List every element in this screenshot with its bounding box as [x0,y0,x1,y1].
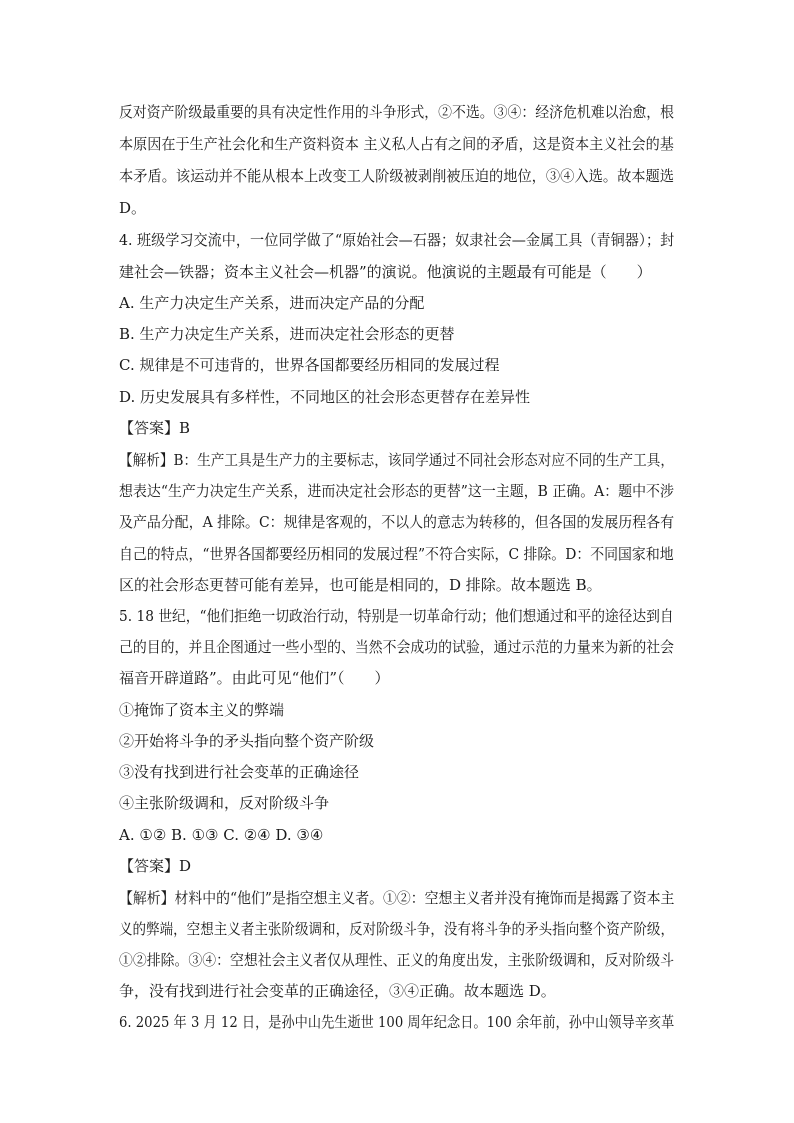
question-5-analysis: 【解析】材料中的“他们”是指空想主义者。①②：空想主义者并没有掩饰而是揭露了资本主 [119,889,675,907]
question-4-option-c: C. 规律是不可违背的，世界各国都要经历相同的发展过程 [119,356,500,374]
question-5-analysis: 争，没有找到进行社会变革的正确途径，③④正确。故本题选 D。 [119,982,556,1000]
text-line: 本矛盾。该运动并不能从根本上改变工人阶级被剥削被压迫的地位，③④入选。故本题选 [119,167,675,185]
question-4-option-d: D. 历史发展具有多样性，不同地区的社会形态更替存在差异性 [119,388,531,406]
question-5-item-1: ①掩饰了资本主义的弊端 [119,701,285,719]
question-4-analysis: 【解析】B：生产工具是生产力的主要标志，该同学通过不同社会形态对应不同的生产工具， [119,451,674,469]
question-5-stem: 5. 18 世纪，“他们拒绝一切政治行动，特别是一切革命行动；他们想通过和平的途径达到自 [119,607,674,625]
question-6-stem: 6. 2025 年 3 月 12 日，是孙中山先生逝世 100 周年纪念日。100 余年前，孙中山领导辛亥革 [119,1013,675,1031]
question-5-options: A. ①② B. ①③ C. ②④ D. ③④ [119,826,324,844]
question-5-stem: 福音开辟道路”。由此可见“他们”（ ） [119,669,390,687]
question-4-option-a: A. 生产力决定生产关系，进而决定产品的分配 [119,294,425,312]
question-5-analysis: 义的弊端，空想主义者主张阶级调和，反对阶级斗争，没有将斗争的矛头指向整个资产阶级， [119,920,674,938]
question-5-item-3: ③没有找到进行社会变革的正确途径 [119,763,360,781]
question-4-analysis: 想表达“生产力决定生产关系，进而决定社会形态的更替”这一主题，B 正确。A：题中不涉 [119,482,674,500]
question-4-stem: 4. 班级学习交流中，一位同学做了“原始社会—石器；奴隶社会—金属工具（青铜器）；封 [119,231,675,249]
question-5-answer: 【答案】D [119,857,192,875]
question-4-analysis: 区的社会形态更替可能有差异，也可能是相同的，D 排除。故本题选 B。 [119,576,602,594]
text-line: D。 [119,199,147,217]
question-4-stem: 建社会—铁器；资本主义社会—机器”的演说。他演说的主题最有可能是（ ） [119,263,652,281]
text-line: 本原因在于生产社会化和生产资料资本 主义私人占有之间的矛盾，这是资本主义社会的基 [119,135,674,153]
question-5-item-4: ④主张阶级调和，反对阶级斗争 [119,794,330,812]
question-5-stem: 己的目的，并且企图通过一些小型的、当然不会成功的试验，通过示范的力量来为新的社会 [119,638,675,656]
question-5-item-2: ②开始将斗争的矛头指向整个资产阶级 [119,732,375,750]
question-4-analysis: 自己的特点，“世界各国都要经历相同的发展过程”不符合实际，C 排除。D：不同国家和地 [119,545,674,563]
question-5-analysis: ①②排除。③④：空想社会主义者仅从理性、正义的角度出发，主张阶级调和，反对阶级斗 [119,951,675,969]
question-4-option-b: B. 生产力决定生产关系，进而决定社会形态的更替 [119,325,455,343]
question-4-answer: 【答案】B [119,419,191,437]
question-4-analysis: 及产品分配，A 排除。C：规律是客观的，不以人的意志为转移的，但各国的发展历程各有 [119,513,675,531]
text-line: 反对资产阶级最重要的具有决定性作用的斗争形式，②不选。③④：经济危机难以治愈，根 [119,103,675,121]
